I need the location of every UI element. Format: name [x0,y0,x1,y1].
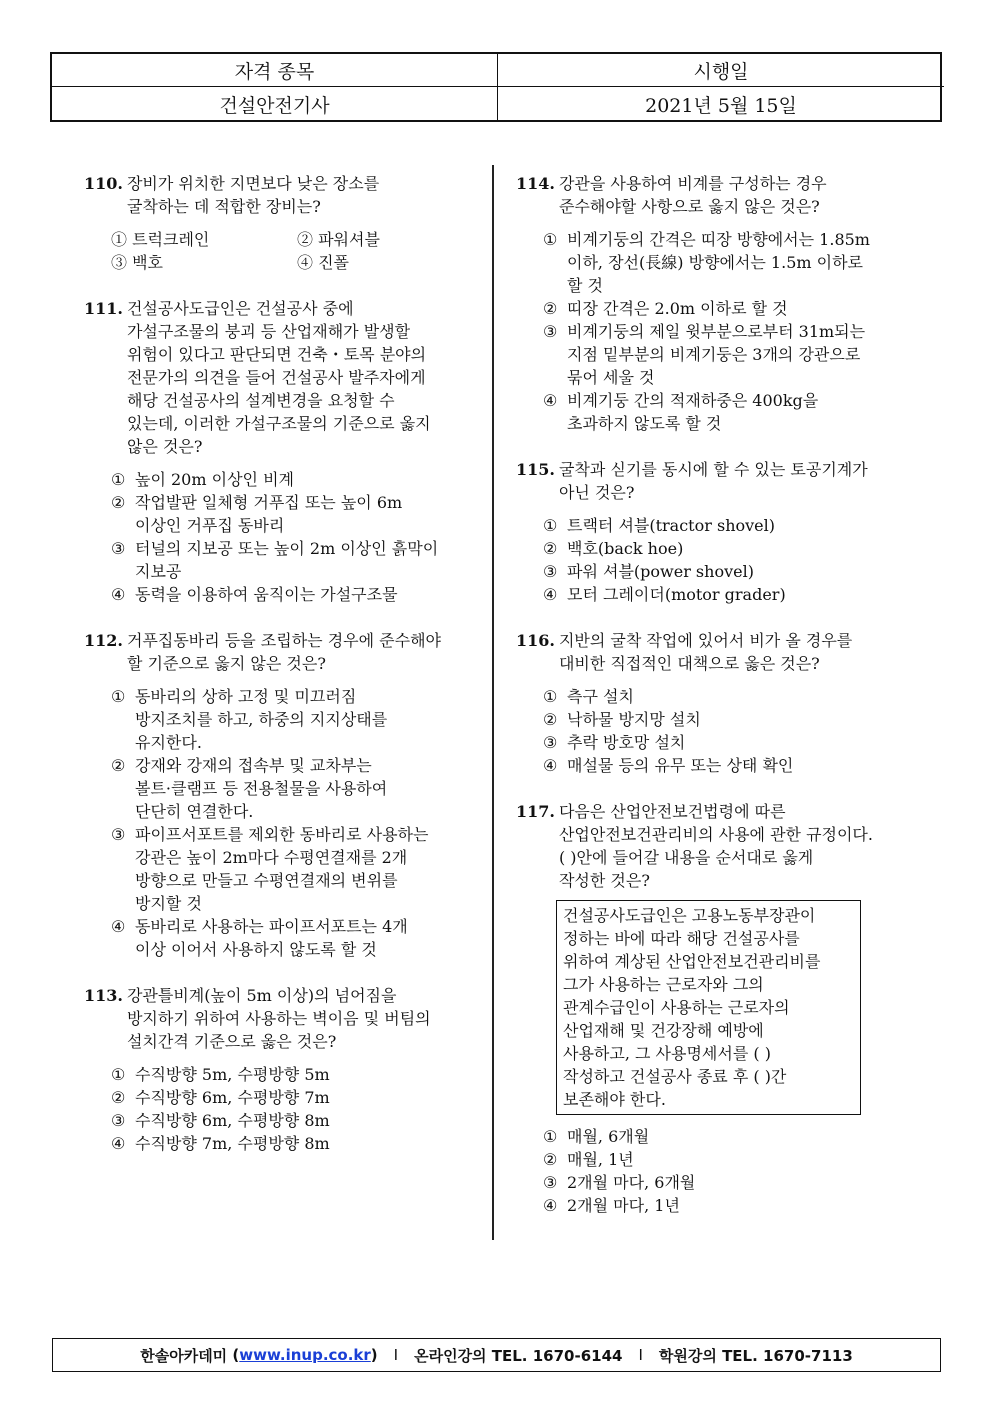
option-text [567,297,788,320]
question-text [555,629,852,675]
option-text-line: 터널의 지보공 또는 높이 2m 이상인 흙막이 [135,539,439,558]
option-marker: ① [543,516,558,535]
regulation-box-line: 그가 사용하는 근로자와 그의 [563,975,764,994]
answer-option [543,754,911,777]
option-marker: ④ [543,391,558,410]
option-text-line: 비계기둥의 제일 윗부분으로부터 31m되는 [567,322,866,341]
answer-option [543,685,911,708]
option-text-line: 매월, 1년 [567,1150,634,1169]
option-text-line: 2개월 마다, 1년 [567,1196,680,1215]
option-text [135,468,294,491]
option-text [567,731,685,754]
option-text [135,537,438,583]
option-marker: ④ [543,756,558,775]
question-text-line: 강관틀비계(높이 5m 이상)의 넘어짐을 [126,986,397,1005]
option-text-line: 띠장 간격은 2.0m 이하로 할 것 [567,299,788,318]
question-header [84,297,480,458]
exam-date-value: 2021년 5월 15일 [645,95,797,117]
option-text-line: 추락 방호망 설치 [567,733,686,752]
regulation-box-line: 작성하고 건설공사 종료 후 ( )간 [563,1067,787,1086]
option-text-line: 동바리로 사용하는 파이프서포트는 4개 [135,917,408,936]
answer-option [543,560,911,583]
option-text-line: 작업발판 일체형 거푸집 또는 높이 6m [135,493,403,512]
question-text-line: 않은 것은? [126,437,203,456]
footer-bar [52,1338,941,1372]
question-block [516,629,911,777]
regulation-box-line: 위하여 계상된 산업안전보건관리비를 [563,952,821,971]
option-text [135,1063,330,1086]
answer-option [543,514,911,537]
option-text-line: 유지한다. [135,733,202,752]
option-marker: ② [543,710,558,729]
question-text-line: 작성한 것은? [558,871,650,890]
option-marker: ③ [111,1111,126,1130]
regulation-box-line: 관계수급인이 사용하는 근로자의 [563,998,790,1017]
answer-option [543,228,911,297]
answer-option [111,468,480,491]
answer-option [111,583,480,606]
option-text-line: 수직방향 7m, 수평방향 8m [135,1134,330,1153]
option-text [135,491,402,537]
question-text-line: 준수해야할 사항으로 옳지 않은 것은? [558,197,820,216]
question-number: 110. [84,174,123,193]
question-text-line: 강관을 사용하여 비계를 구성하는 경우 [558,174,827,193]
option-text [135,823,428,915]
answer-option [543,320,911,389]
answer-options [516,514,911,606]
question-text [123,629,441,675]
option-text [135,685,387,754]
option-marker: ① [543,1127,558,1146]
answer-option [111,537,480,583]
column-divider [492,165,494,1240]
option-text [567,320,865,389]
question-text-line: 건설공사도급인은 건설공사 중에 [126,299,354,318]
option-marker: ② [543,299,558,318]
question-text [555,800,873,892]
option-text-line: 동바리의 상하 고정 및 미끄러짐 [135,687,357,706]
option-text-line: 방향으로 만들고 수평연결재의 변위를 [135,871,398,890]
option-text [567,1194,680,1217]
question-header [516,172,911,218]
option-text-line: 수직방향 6m, 수평방향 8m [135,1111,330,1130]
online-lecture-phone: 온라인강의 TEL. 1670-6144 [414,1346,623,1365]
option-text-line: 방지할 것 [135,894,202,913]
option-text-line: 매월, 6개월 [567,1127,650,1146]
option-marker: ④ [111,585,126,604]
question-block [516,800,911,1217]
option-text-line: 비계기둥의 간격은 띠장 방향에서는 1.85m [567,230,870,249]
option-marker: ③ [111,539,126,558]
question-header [84,629,480,675]
question-text-line: 방지하기 위하여 사용하는 벽이음 및 버팀의 [126,1009,431,1028]
option-text [567,685,634,708]
answer-options [516,228,911,435]
option-marker: ② [543,539,558,558]
option-marker: ④ [543,585,558,604]
option-text [567,514,775,537]
option-text [567,389,818,435]
regulation-box-line: 사용하고, 그 사용명세서를 ( ) [563,1044,771,1063]
option-text-line: 수직방향 6m, 수평방향 7m [135,1088,330,1107]
regulation-box-line: 보존해야 한다. [563,1090,666,1109]
question-number: 113. [84,986,123,1005]
question-text-line: 산업안전보건관리비의 사용에 관한 규정이다. [558,825,873,844]
question-text-line: 설치간격 기준으로 옳은 것은? [126,1032,337,1051]
question-text-line: 위험이 있다고 판단되면 건축・토목 분야의 [126,345,427,364]
question-text-line: 장비가 위치한 지면보다 낮은 장소를 [126,174,380,193]
option-marker: ② [111,493,126,512]
option-marker: ③ [543,733,558,752]
right-column [516,172,911,1240]
option-marker: ③ [543,322,558,341]
option-text-line: 초과하지 않도록 할 것 [567,414,722,433]
answer-option [111,915,480,961]
question-text-line: ( )안에 들어갈 내용을 순서대로 옳게 [558,848,814,867]
option-text [567,1125,649,1148]
offline-lecture-phone: 학원강의 TEL. 1670-7113 [658,1346,853,1365]
answer-option [543,389,911,435]
question-block [84,172,480,274]
option-text [135,1109,330,1132]
option-text-line: 트랙터 셔블(tractor shovel) [567,516,775,535]
url-open-paren: ( [232,1346,240,1364]
question-block [516,172,911,435]
question-text-line: 굴착과 싣기를 동시에 할 수 있는 토공기계가 [558,460,868,479]
option-text [567,1148,634,1171]
answer-option [111,1132,480,1155]
question-number: 115. [516,460,555,479]
answer-option [111,754,480,823]
answer-option: ③ 백호 [111,253,163,272]
option-text-line: 지보공 [135,562,182,581]
option-marker: ④ [543,1196,558,1215]
answer-option [543,1125,911,1148]
option-text [135,1086,330,1109]
option-marker: ② [111,1088,126,1107]
url-close-paren: ) [370,1346,378,1364]
option-text-line: 방지조치를 하고, 하중의 지지상태를 [135,710,388,729]
question-number: 112. [84,631,123,650]
footer-separator: I [638,1346,643,1364]
option-marker: ④ [111,1134,126,1153]
regulation-box-line: 건설공사도급인은 고용노동부장관이 [563,906,816,925]
regulation-box-line: 정하는 바에 따라 해당 건설공사를 [563,929,800,948]
option-text-line: 이하, 장선(長線) 방향에서는 1.5m 이하로 [567,253,864,272]
answer-options [516,1125,911,1217]
option-marker: ① [543,230,558,249]
option-text-line: 단단히 연결한다. [135,802,254,821]
answer-option [543,731,911,754]
question-block [84,297,480,606]
regulation-box [556,900,861,1115]
answer-option [543,1148,911,1171]
regulation-box-line: 산업재해 및 건강장해 예방에 [563,1021,764,1040]
option-text [135,583,398,606]
option-text-line: 지점 밑부분의 비계기둥은 3개의 강관으로 [567,345,861,364]
option-text-line: 매설물 등의 유무 또는 상태 확인 [567,756,794,775]
option-text [567,228,870,297]
option-text [567,537,683,560]
answer-option [111,1109,480,1132]
exam-info-table [50,52,942,122]
option-text-line: 이상인 거푸집 동바리 [135,516,285,535]
option-marker: ③ [111,825,126,844]
option-text-line: 강관은 높이 2m마다 수평연결재를 2개 [135,848,408,867]
answer-options [516,685,911,777]
question-text [123,297,431,458]
qualification-value: 건설안전기사 [52,87,498,122]
question-header [84,984,480,1053]
option-text [567,583,786,606]
answer-option [543,537,911,560]
option-text-line: 모터 그레이더(motor grader) [567,585,786,604]
option-text-line: 2개월 마다, 6개월 [567,1173,696,1192]
answer-options [84,1063,480,1155]
question-text-line: 굴착하는 데 적합한 장비는? [126,197,321,216]
question-text [123,172,379,218]
option-text-line: 비계기둥 간의 적재하중은 400kg을 [567,391,819,410]
option-text-line: 묶어 세울 것 [567,368,655,387]
question-text-line: 할 기준으로 옳지 않은 것은? [126,654,326,673]
option-marker: ① [543,687,558,706]
answer-option [111,823,480,915]
option-text [567,754,793,777]
answer-options [84,685,480,961]
answer-options [84,228,480,274]
question-number: 116. [516,631,555,650]
question-text [555,458,868,504]
question-number: 111. [84,299,123,318]
answer-option [111,685,480,754]
exam-date-label: 시행일 [498,54,944,87]
answer-option [543,1171,911,1194]
question-text-line: 전문가의 의견을 들어 건설공사 발주자에게 [126,368,426,387]
option-text [135,754,387,823]
answer-option [111,1063,480,1086]
option-text-line: 동력을 이용하여 움직이는 가설구조물 [135,585,398,604]
option-text-line: 할 것 [567,276,603,295]
option-text-line: 이상 이어서 사용하지 않도록 할 것 [135,940,377,959]
option-text-line: 강재와 강재의 접속부 및 교차부는 [135,756,372,775]
option-text-line: 파워 셔블(power shovel) [567,562,754,581]
answer-option [543,708,911,731]
question-text-line: 다음은 산업안전보건법령에 따른 [558,802,786,821]
option-text [135,1132,330,1155]
footer-separator: I [393,1346,399,1364]
question-text-line: 해당 건설공사의 설계변경을 요청할 수 [126,391,395,410]
option-marker: ③ [543,562,558,581]
answer-option [543,583,911,606]
question-text [555,172,827,218]
qualification-label: 자격 종목 [52,54,498,87]
academy-website-link[interactable]: www.inup.co.kr [239,1346,371,1364]
option-marker: ④ [111,917,126,936]
option-text-line: 백호(back hoe) [567,539,684,558]
question-text-line: 대비한 직접적인 대책으로 옳은 것은? [558,654,820,673]
answer-option [543,297,911,320]
option-marker: ③ [543,1173,558,1192]
question-text-line: 가설구조물의 붕괴 등 산업재해가 발생할 [126,322,411,341]
option-text-line: 수직방향 5m, 수평방향 5m [135,1065,330,1084]
question-header [516,800,911,892]
question-header [84,172,480,218]
answer-option: ② 파워셔블 [297,230,380,249]
option-text-line: 측구 설치 [567,687,634,706]
question-text-line: 아닌 것은? [558,483,635,502]
academy-name: 한솔아카데미 [140,1346,228,1365]
question-text-line: 지반의 굴착 작업에 있어서 비가 올 경우를 [558,631,853,650]
option-marker: ① [111,1065,126,1084]
answer-option: ① 트럭크레인 [111,230,210,249]
option-marker: ① [111,470,126,489]
option-text-line: 높이 20m 이상인 비계 [135,470,294,489]
option-marker: ① [111,687,126,706]
option-text-line: 파이프서포트를 제외한 동바리로 사용하는 [135,825,429,844]
question-header [516,629,911,675]
answer-option [111,1086,480,1109]
question-number: 114. [516,174,555,193]
question-text-line: 거푸집동바리 등을 조립하는 경우에 준수해야 [126,631,441,650]
option-text [567,708,701,731]
option-text-line: 낙하물 방지망 설치 [567,710,701,729]
question-block [84,984,480,1155]
question-text-line: 있는데, 이러한 가설구조물의 기준으로 옳지 [126,414,431,433]
question-header [516,458,911,504]
question-number: 117. [516,802,555,821]
option-text [567,560,754,583]
left-column [84,172,480,1178]
answer-option: ④ 진폴 [297,253,349,272]
answer-option [111,491,480,537]
answer-option [543,1194,911,1217]
question-block [516,458,911,606]
option-text [567,1171,695,1194]
option-marker: ② [111,756,126,775]
question-text [123,984,431,1053]
option-text-line: 볼트·클램프 등 전용철물을 사용하여 [135,779,388,798]
option-marker: ② [543,1150,558,1169]
answer-options [84,468,480,606]
question-block [84,629,480,961]
option-text [135,915,408,961]
